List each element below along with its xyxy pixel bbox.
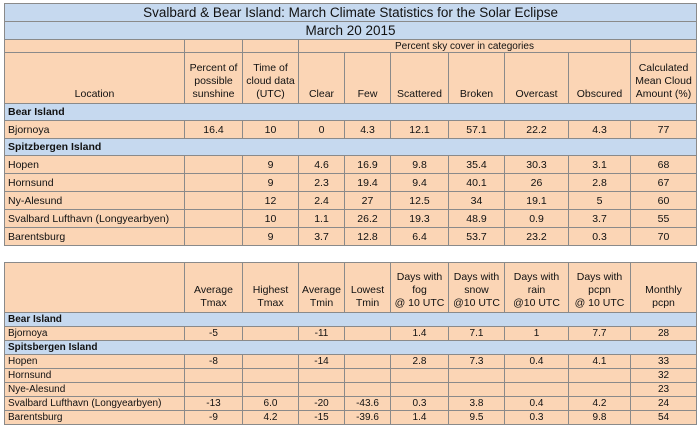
value-cell: 0.3: [569, 228, 631, 246]
section-label: Spitsbergen Island: [5, 341, 697, 355]
stat-header-line: Days with: [576, 271, 623, 283]
location-cell: Bjornoya: [5, 327, 185, 341]
value-cell: [185, 383, 243, 397]
table-row: [5, 397, 697, 411]
sunshine-header-line: possible: [194, 75, 233, 87]
value-cell: 33: [631, 355, 697, 369]
column-header-row: [5, 53, 697, 104]
value-cell: 1.4: [391, 327, 449, 341]
value-cell: 0.3: [391, 397, 449, 411]
table-row: [5, 156, 697, 174]
stat-header-line: @10 UTC: [453, 297, 500, 309]
sunshine-header-line: Percent of: [189, 62, 238, 74]
value-cell: 19.1: [505, 192, 569, 210]
scattered-header: Scattered: [391, 53, 449, 104]
value-cell: 60: [631, 192, 697, 210]
value-cell: 34: [449, 192, 505, 210]
stat-header: [243, 263, 299, 313]
value-cell: 12.5: [391, 192, 449, 210]
table-row: [5, 174, 697, 192]
value-cell: 2.3: [299, 174, 345, 192]
time-header-line: Time of: [253, 62, 288, 74]
value-cell: [299, 383, 345, 397]
stat-header-line: Days with: [396, 271, 443, 283]
value-cell: 12.8: [345, 228, 391, 246]
value-cell: 0.3: [505, 411, 569, 425]
location-cell: Ny-Alesund: [5, 192, 185, 210]
value-cell: [299, 369, 345, 383]
value-cell: 2.4: [299, 192, 345, 210]
value-cell: 55: [631, 210, 697, 228]
mean-cloud-header-line: Mean Cloud: [635, 75, 692, 87]
value-cell: 28: [631, 327, 697, 341]
value-cell: [185, 228, 243, 246]
value-cell: 40.1: [449, 174, 505, 192]
value-cell: 3.1: [569, 156, 631, 174]
stat-header-line: Days with: [513, 271, 560, 283]
value-cell: 4.1: [569, 355, 631, 369]
value-cell: [569, 369, 631, 383]
value-cell: 6.4: [391, 228, 449, 246]
value-cell: 0.4: [505, 397, 569, 411]
value-cell: 19.3: [391, 210, 449, 228]
group-header-blank: [185, 40, 243, 53]
stat-header-line: Highest: [252, 284, 289, 296]
value-cell: -20: [299, 397, 345, 411]
value-cell: [449, 383, 505, 397]
value-cell: 12.1: [391, 121, 449, 139]
value-cell: 30.3: [505, 156, 569, 174]
value-cell: [345, 355, 391, 369]
stat-header-line: pcpn: [652, 297, 675, 309]
time-header-line: (UTC): [256, 88, 285, 100]
location-cell: Hornsund: [5, 369, 185, 383]
temperature-stats-table: [4, 262, 697, 425]
location-cell: Hornsund: [5, 174, 185, 192]
value-cell: 9: [243, 228, 299, 246]
value-cell: 57.1: [449, 121, 505, 139]
location-cell: Bjornoya: [5, 121, 185, 139]
table-row: [5, 121, 697, 139]
value-cell: 32: [631, 369, 697, 383]
value-cell: -8: [185, 355, 243, 369]
stat-header-line: Tmax: [257, 297, 284, 309]
stat-header-line: @ 10 UTC: [574, 297, 625, 309]
value-cell: [345, 327, 391, 341]
section-row: [5, 313, 697, 327]
table-row: [5, 327, 697, 341]
value-cell: 67: [631, 174, 697, 192]
value-cell: -11: [299, 327, 345, 341]
sunshine-header-line: sunshine: [192, 88, 235, 100]
group-header-row: [5, 40, 697, 53]
value-cell: [243, 383, 299, 397]
stat-header-line: Days with: [453, 271, 500, 283]
stat-header: [185, 263, 243, 313]
time-header-line: cloud data: [246, 75, 295, 87]
value-cell: 4.3: [569, 121, 631, 139]
value-cell: [505, 369, 569, 383]
value-cell: -13: [185, 397, 243, 411]
value-cell: 1.4: [391, 411, 449, 425]
value-cell: [345, 383, 391, 397]
value-cell: 9.4: [391, 174, 449, 192]
value-cell: 10: [243, 121, 299, 139]
section-label: Spitzbergen Island: [5, 139, 697, 156]
value-cell: 10: [243, 210, 299, 228]
value-cell: 16.9: [345, 156, 391, 174]
value-cell: -5: [185, 327, 243, 341]
value-cell: -15: [299, 411, 345, 425]
mean-cloud-header-line: Calculated: [638, 62, 689, 74]
location-cell: Hopen: [5, 355, 185, 369]
location-cell: Barentsburg: [5, 228, 185, 246]
group-header-blank: [5, 40, 185, 53]
value-cell: 68: [631, 156, 697, 174]
table-row: [5, 210, 697, 228]
value-cell: -9: [185, 411, 243, 425]
location-cell: Barentsburg: [5, 411, 185, 425]
value-cell: [185, 174, 243, 192]
value-cell: 9.5: [449, 411, 505, 425]
value-cell: 2.8: [391, 355, 449, 369]
stat-header: [449, 263, 505, 313]
stat-header: [505, 263, 569, 313]
overcast-header: Overcast: [505, 53, 569, 104]
value-cell: 77: [631, 121, 697, 139]
value-cell: 48.9: [449, 210, 505, 228]
value-cell: -43.6: [345, 397, 391, 411]
value-cell: [391, 383, 449, 397]
value-cell: 4.2: [243, 411, 299, 425]
value-cell: [185, 156, 243, 174]
value-cell: 1.1: [299, 210, 345, 228]
stat-header-line: rain: [527, 284, 546, 296]
value-cell: 24: [631, 397, 697, 411]
location-header-blank: [5, 263, 185, 313]
stat-header-line: pcpn: [588, 284, 611, 296]
value-cell: [391, 369, 449, 383]
section-label: Bear Island: [5, 313, 697, 327]
value-cell: [345, 369, 391, 383]
value-cell: [243, 355, 299, 369]
value-cell: 12: [243, 192, 299, 210]
location-cell: Svalbard Lufthavn (Longyearbyen): [5, 397, 185, 411]
value-cell: 3.7: [299, 228, 345, 246]
obscured-header: Obscured: [569, 53, 631, 104]
title-row: [5, 4, 697, 22]
value-cell: [185, 210, 243, 228]
value-cell: 54: [631, 411, 697, 425]
value-cell: [185, 192, 243, 210]
section-row: [5, 104, 697, 121]
column-header-row-2: [5, 263, 697, 313]
value-cell: 35.4: [449, 156, 505, 174]
mean-cloud-header-line: Amount (%): [635, 88, 692, 100]
section-label: Bear Island: [5, 104, 697, 121]
stat-header: [569, 263, 631, 313]
stat-header: [299, 263, 345, 313]
value-cell: 7.3: [449, 355, 505, 369]
value-cell: [243, 327, 299, 341]
value-cell: [505, 383, 569, 397]
stat-header-line: Monthly: [645, 284, 682, 296]
cloud-stats-table: [4, 3, 697, 246]
table-row: [5, 192, 697, 210]
stat-header-line: Tmin: [309, 297, 334, 309]
stat-header-line: snow: [464, 284, 489, 296]
few-header: Few: [345, 53, 391, 104]
stat-header-line: @10 UTC: [513, 297, 560, 309]
value-cell: 1: [505, 327, 569, 341]
table-row: [5, 411, 697, 425]
value-cell: 23.2: [505, 228, 569, 246]
section-row: [5, 139, 697, 156]
location-cell: Hopen: [5, 156, 185, 174]
location-cell: Svalbard Lufthavn (Longyearbyen): [5, 210, 185, 228]
value-cell: -14: [299, 355, 345, 369]
value-cell: 53.7: [449, 228, 505, 246]
stat-header-line: Average: [194, 284, 233, 296]
stat-header-line: fog: [412, 284, 427, 296]
value-cell: 16.4: [185, 121, 243, 139]
value-cell: 22.2: [505, 121, 569, 139]
value-cell: 4.3: [345, 121, 391, 139]
value-cell: 19.4: [345, 174, 391, 192]
value-cell: 4.6: [299, 156, 345, 174]
value-cell: 7.7: [569, 327, 631, 341]
table-row: [5, 369, 697, 383]
section-row: [5, 341, 697, 355]
stat-header: [391, 263, 449, 313]
value-cell: 26.2: [345, 210, 391, 228]
mean-cloud-header: [631, 53, 697, 104]
page-subtitle: March 20 2015: [5, 22, 697, 40]
time-header: [243, 53, 299, 104]
value-cell: 27: [345, 192, 391, 210]
value-cell: 70: [631, 228, 697, 246]
value-cell: 23: [631, 383, 697, 397]
value-cell: 0.9: [505, 210, 569, 228]
stat-header-line: Average: [302, 284, 341, 296]
value-cell: 2.8: [569, 174, 631, 192]
location-header: Location: [5, 53, 185, 104]
value-cell: 26: [505, 174, 569, 192]
sky-cover-group-header: Percent sky cover in categories: [299, 40, 631, 53]
value-cell: 9: [243, 174, 299, 192]
value-cell: [185, 369, 243, 383]
stat-header-line: Tmax: [200, 297, 227, 309]
clear-header: Clear: [299, 53, 345, 104]
value-cell: -39.6: [345, 411, 391, 425]
value-cell: 9.8: [569, 411, 631, 425]
stat-header: [345, 263, 391, 313]
value-cell: 3.8: [449, 397, 505, 411]
value-cell: 0.4: [505, 355, 569, 369]
stat-header-line: @ 10 UTC: [394, 297, 445, 309]
stat-header: [631, 263, 697, 313]
stat-header-line: Lowest: [350, 284, 385, 296]
sunshine-header: [185, 53, 243, 104]
table-row: [5, 355, 697, 369]
group-header-blank: [631, 40, 697, 53]
group-header-blank: [243, 40, 299, 53]
location-cell: Nye-Alesund: [5, 383, 185, 397]
subtitle-row: [5, 22, 697, 40]
table-row: [5, 228, 697, 246]
value-cell: 0: [299, 121, 345, 139]
value-cell: 9.8: [391, 156, 449, 174]
broken-header: Broken: [449, 53, 505, 104]
value-cell: 4.2: [569, 397, 631, 411]
stat-header-line: Tmin: [355, 297, 380, 309]
value-cell: 5: [569, 192, 631, 210]
value-cell: 6.0: [243, 397, 299, 411]
value-cell: 7.1: [449, 327, 505, 341]
value-cell: [569, 383, 631, 397]
value-cell: [449, 369, 505, 383]
value-cell: 3.7: [569, 210, 631, 228]
value-cell: [243, 369, 299, 383]
page-title: Svalbard & Bear Island: March Climate Statistics for the Solar Eclipse: [5, 4, 697, 22]
table-row: [5, 383, 697, 397]
value-cell: 9: [243, 156, 299, 174]
